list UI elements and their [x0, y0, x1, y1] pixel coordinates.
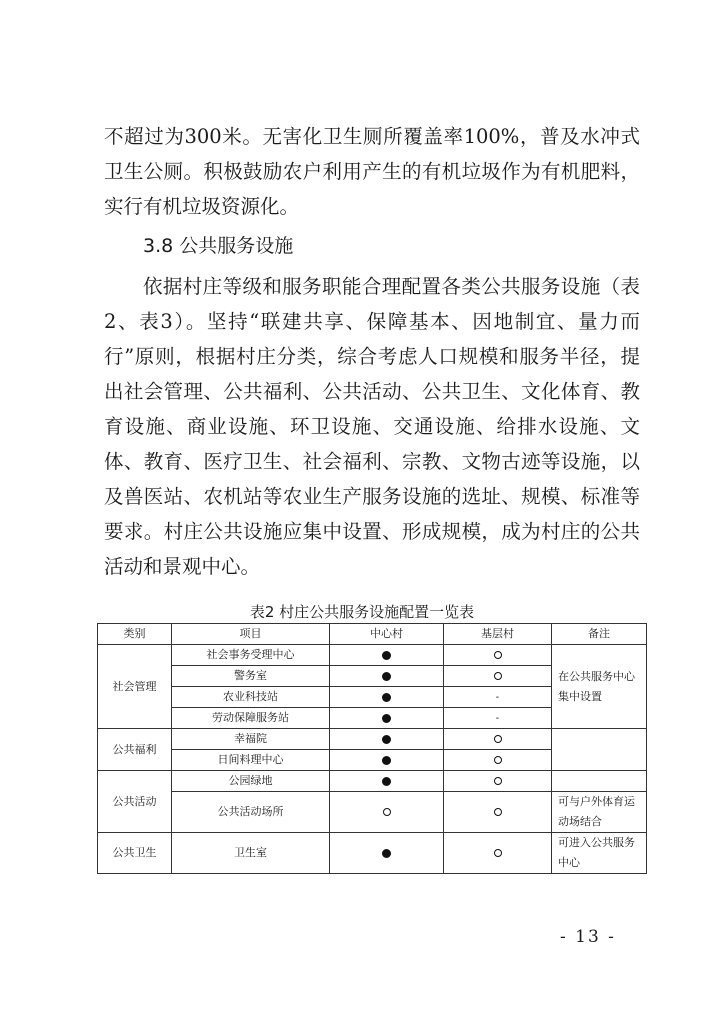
center-village-cell	[330, 833, 444, 874]
dash-symbol: -	[495, 691, 500, 703]
center-village-cell	[330, 708, 444, 729]
filled-circle-icon	[382, 756, 391, 765]
section-heading: 3.8 公共服务设施	[143, 235, 294, 257]
basic-village-cell	[444, 645, 552, 666]
remarks-cell: 可进入公共服务中心	[552, 833, 647, 874]
center-village-cell	[330, 750, 444, 771]
item-cell: 农业科技站	[172, 687, 330, 708]
category-cell: 社会管理	[98, 645, 172, 729]
center-village-cell	[330, 792, 444, 833]
category-cell: 公共卫生	[98, 833, 172, 874]
basic-village-cell	[444, 666, 552, 687]
paragraph-sanitation: 不超过为300米。无害化卫生厕所覆盖率100%，普及水冲式卫生公厕。积极鼓励农户利用产生的有机垃圾作为有机肥料，实行有机垃圾资源化。	[104, 125, 640, 218]
open-circle-icon	[383, 808, 391, 816]
paragraph-public-services: 依据村庄等级和服务职能合理配置各类公共服务设施（表2、表3）。坚持“联建共享、保障基本、因地制宜、量力而行”原则，根据村庄分类，综合考虑人口规模和服务半径，提出社会管理、公共福利、公共活动、公共卫生、文化体育、教育设施、商业设施、环卫设施、交通设施、给排水设施、文体、教育、医疗卫生、社会福利、宗教、文物古迹等设施，以及兽医站、农机站等农业生产服务设施的选址、规模、标准等要求。村庄公共设施应集中设置、形成规模，成为村庄的公共活动和景观中心。	[104, 275, 640, 578]
page-number: - 13 -	[560, 927, 616, 947]
item-cell: 日间料理中心	[172, 750, 330, 771]
filled-circle-icon	[382, 693, 391, 702]
center-village-cell	[330, 645, 444, 666]
header-category: 类别	[98, 624, 172, 645]
table-header-row	[98, 624, 647, 645]
open-circle-icon	[494, 672, 502, 680]
table-caption: 表2 村庄公共服务设施配置一览表	[249, 603, 475, 621]
category-cell: 公共福利	[98, 729, 172, 771]
table-row	[98, 645, 647, 666]
center-village-cell	[330, 687, 444, 708]
item-cell: 社会事务受理中心	[172, 645, 330, 666]
open-circle-icon	[494, 777, 502, 785]
basic-village-cell	[444, 833, 552, 874]
filled-circle-icon	[382, 672, 391, 681]
open-circle-icon	[494, 756, 502, 764]
table-row	[98, 771, 647, 792]
remarks-cell: 在公共服务中心集中设置	[552, 645, 647, 729]
header-basic-village: 基层村	[444, 624, 552, 645]
filled-circle-icon	[382, 849, 391, 858]
filled-circle-icon	[382, 777, 391, 786]
table-row	[98, 833, 647, 874]
basic-village-cell	[444, 771, 552, 792]
filled-circle-icon	[382, 735, 391, 744]
center-village-cell	[330, 729, 444, 750]
basic-village-cell	[444, 708, 552, 729]
filled-circle-icon	[382, 714, 391, 723]
item-cell: 劳动保障服务站	[172, 708, 330, 729]
item-cell: 公园绿地	[172, 771, 330, 792]
center-village-cell	[330, 666, 444, 687]
header-item: 项目	[172, 624, 330, 645]
open-circle-icon	[494, 651, 502, 659]
basic-village-cell	[444, 687, 552, 708]
header-center-village: 中心村	[330, 624, 444, 645]
table-row	[98, 792, 647, 833]
item-cell: 公共活动场所	[172, 792, 330, 833]
center-village-cell	[330, 771, 444, 792]
filled-circle-icon	[382, 651, 391, 660]
item-cell: 警务室	[172, 666, 330, 687]
table-row	[98, 729, 647, 750]
open-circle-icon	[494, 735, 502, 743]
basic-village-cell	[444, 750, 552, 771]
open-circle-icon	[494, 808, 502, 816]
item-cell: 卫生室	[172, 833, 330, 874]
basic-village-cell	[444, 729, 552, 750]
facility-table	[97, 623, 647, 874]
header-remarks: 备注	[552, 624, 647, 645]
basic-village-cell	[444, 792, 552, 833]
category-cell: 公共活动	[98, 771, 172, 833]
item-cell: 幸福院	[172, 729, 330, 750]
remarks-cell	[552, 771, 647, 792]
remarks-cell: 可与户外体育运动场结合	[552, 792, 647, 833]
open-circle-icon	[494, 849, 502, 857]
remarks-cell	[552, 729, 647, 771]
dash-symbol: -	[495, 712, 500, 724]
